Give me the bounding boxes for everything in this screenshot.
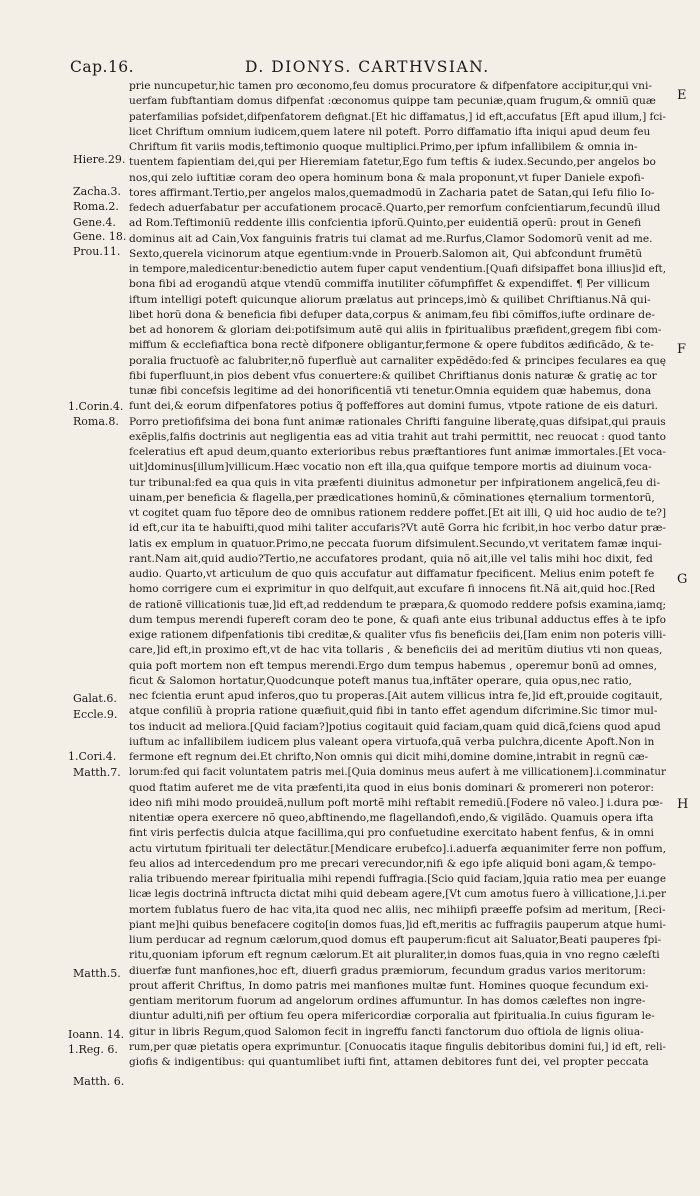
text-line: fedech aduerfabatur per accufationem procacẽ.Quarto,per remorfum confcientiarum,fecundũ illud [129, 202, 661, 214]
text-line: diuerfæ funt manfiones,hoc eft, diuerfi gradus præmiorum, fecundum gradus varios meritorum: [129, 964, 646, 977]
section-letter: E [677, 88, 687, 103]
text-line: Porro pretiofifsima dei bona funt animæ rationales Chrifti fanguine liberatę,quas difsipat,qui prauis [129, 415, 666, 428]
margin-ref: Matth.7. [73, 766, 121, 779]
text-line: fibi fuperfluunt,in pios debent vfus conuertere:& quilibet Chriftianus donis naturæ & gratię ac tor [129, 369, 657, 382]
text-line: piant me]hi quibus benefacere cogito[in domos fuas,]id eft,meritis ac fuffragiis pauperum atque humi- [129, 918, 666, 931]
text-line: de rationẽ villicationis tuæ,]id eft,ad reddendum te præpara,& quomodo reddere pofsis examina,iamq; [129, 598, 666, 611]
text-line: actu virtutum fpirituali ter delectãtur.[Mendicare erubefco].i.aduerfa æquanimiter ferre non poffum, [129, 842, 666, 855]
text-line: nos,qui zelo iuftitiæ coram deo opera hominum bona & mala proponunt,vt fuper Daniele expofi- [129, 171, 645, 184]
text-line: nitentiæ opera exercere nõ queo,abftinendo,me flagellandofi,endo,& vigilãdo. Quamuis opera ifta [129, 812, 654, 824]
margin-ref: Matth.5. [73, 967, 121, 980]
margin-ref: Prou.11. [73, 245, 121, 258]
text-line: lium perducar ad regnum cælorum,quod domus eft pauperum:ficut ait Saluator,Beati pauperes fpi- [129, 934, 662, 946]
text-line: fermone eft regnum dei.Et chrifto,Non omnis qui dicit mihi,domine domine,intrabit in regnũ cæ- [129, 751, 649, 763]
text-line: mortem fublatus fuero de hac vita,ita quod nec aliis, nec mihiipfi præeffe pofsim ad meritum, [Reci- [129, 903, 666, 916]
text-line: homo corrigere cum ei exprimitur in quo delfquit,aut excufare fi innocens fit.Nã ait,quid hoc.[Red [129, 583, 656, 596]
text-line: licæ legis doctrinã inftructa dictat mihi quid debeam agere,[Vt cum amotus fuero à villicatione,].i.per [129, 888, 666, 901]
chapter-label: Cap.16. [70, 58, 135, 76]
text-line: gentiam meritorum fuorum ad angelorum ordines affumuntur. In has domos cæleftes non ingre- [129, 995, 646, 1007]
text-line: ralia tribuendo merear fpiritualia mihi rependi fuffragia.[Scio quid faciam,]quia ratio mea per euange [129, 873, 666, 885]
text-line: quod ftatim auferet me de vita præfenti,ita quod in eius bonis dominari & promereri non poteror: [129, 781, 654, 794]
text-line: gitur in libris Regum,quod Salomon fecit in ingreffu fancti fanctorum duo oftiola de lignis oliua- [129, 1025, 644, 1038]
text-line: rum,per quæ pietatis opera exprimuntur. [Conuocatis itaque fingulis debitoribus domini fui,] id eft, reli- [129, 1040, 666, 1053]
text-line: iuftum ac infallibilem iudicem plus valeant opera virtuofa,quã verba pulchra,dicente Apoft.Non in [129, 735, 655, 748]
text-line: prout afferit Chriftus, In domo patris mei manfiones multæ funt. Homines quoque fecundum exi- [129, 979, 649, 992]
section-letter: F [677, 342, 687, 357]
text-line: paterfamilias pofsidet,difpenfatorem defignat.[Et hic diffamatus,] id eft,accufatus [Eft apud illum,] fci- [129, 110, 666, 123]
margin-ref: Gene. 18. [73, 230, 127, 243]
margin-ref: Matth. 6. [73, 1075, 125, 1088]
text-line: ideo nifi mihi modo prouideã,nullum poft mortẽ mihi reftabit remediũ.[Fodere nõ valeo.] i.dura pœ- [129, 796, 663, 809]
text-line: giofis & indigentibus: qui quantumlibet iufti fint, attamen debitores funt dei, vel propter peccata [129, 1056, 649, 1068]
text-line: tuentem fapientiam dei,qui per Hieremiam fatetur,Ego fum teftis & iudex.Secundo,per angelos bo [129, 156, 656, 169]
text-line: fceleratius eft apud deum,quanto exterioribus rebus præftantiores funt animæ immortales.[Et voca- [129, 446, 666, 458]
margin-ref: 1.Cori.4. [68, 750, 117, 763]
text-line: uit]dominus[illum]villicum.Hæc vocatio non eft illa,qua quifque tempore mortis ad diuinum voca- [129, 461, 652, 474]
text-line: atque confiliũ à propria ratione quæfiuit,quid fibi in tanto effet agendum difcrimine.Sic timor mul- [129, 705, 658, 718]
text-line: diuntur adulti,nifi per oftium feu opera mifericordiæ corporalia aut fpiritualia.In cuius figuram le- [129, 1010, 655, 1023]
section-letter: G [677, 572, 688, 587]
margin-ref: 1.Reg. 6. [68, 1043, 118, 1056]
text-line: exige rationem difpenfationis tibi creditæ,& qualiter vfus fis beneficiis dei,[Iam enim non poteris villi- [129, 629, 666, 641]
text-line: iftum intelligi poteft quicunque aliorum prælatus aut princeps,imò & quilibet Chriftianus.Nã qui- [129, 293, 651, 306]
text-line: latis ex emplum in quatuor.Primo,ne peccata fuorum difsimulent.Secundo,vt veritatem famæ inqui- [129, 537, 662, 550]
text-line: nec fcientia erunt apud inferos,quo tu properas.[Ait autem villicus intra fe,]id eft,prouide cogitauit, [129, 690, 663, 702]
text-line: prie nuncupetur,hic tamen pro œconomo,feu domus procuratore & difpenfatore accipitur,qui vni- [129, 80, 652, 92]
text-line: dominus ait ad Cain,Vox fanguinis fratris tui clamat ad me.Rurfus,Clamor Sodomorũ venit ad me. [129, 232, 653, 245]
margin-ref: Hiere.29. [73, 153, 126, 166]
text-line: ficut & Salomon hortatur,Quodcunque poteft manus tua,inftãter operare, quia opus,nec ratio, [129, 674, 632, 687]
margin-ref: Ioann. 14. [68, 1028, 125, 1041]
text-line: in tempore,maledicentur:benedictio autem fuper caput vendentium.[Quafi difsipaffet bona illius]id eft, [129, 263, 666, 275]
margin-ref: Roma.8. [73, 415, 119, 428]
running-title: D. DIONYS. CARTHVSIAN. [245, 58, 490, 76]
text-line: fint viris perfectis dulcia atque facillima,qui pro confuetudine exercitato habent fenfus, & in omni [129, 827, 654, 840]
text-line: Chriftum fit variis modis,teftimonio quoque multiplici.Primo,per ipfum infallibilem & omnia in- [129, 141, 638, 153]
text-line: care,]id eft,in proximo eft,vt de hac vita tollaris , & beneficiis dei ad meritũm diutius vti non queas, [129, 644, 663, 657]
text-line: uerfam fubftantiam domus difpenfat :œconomus quippe tam pecuniæ,quam frugum,& omniũ quæ [129, 95, 656, 108]
margin-ref: Galat.6. [73, 692, 117, 705]
text-line: tos inducit ad meliora.[Quid faciam?]potius cogitauit quid faciam,quam quid dicã,fciens quod apud [129, 720, 661, 733]
text-line: miffum & ecclefiaftica bona rectè difponere obligantur,fermone & opere fubditos ædificãdo, & te- [129, 339, 654, 352]
text-line: feu alios ad intercedendum pro me precari verecundor,nifi & ego ipfe aliquid boni agam,& tempo- [129, 857, 656, 870]
text-line: funt dei,& eorum difpenfatores potius q̃ poffeffores aut domini fumus, vtpote ratione de eis daturi. [129, 400, 659, 413]
margin-ref: 1.Corin.4. [68, 400, 124, 413]
text-line: ritu,quoniam ipforum eft regnum cælorum.Et ait pluraliter,in domos fuas,quia in vno regno cæleſti [129, 949, 660, 962]
text-line: uinam,per beneficia & flagella,per prædicationes hominũ,& cõminationes ęternalium tormentorũ, [129, 491, 655, 504]
text-line: libet horũ dona & beneficia fibi defuper data,corpus & animam,feu fibi cõmiffos,iufte ordinare de- [129, 308, 655, 321]
text-line: audio. Quarto,vt articulum de quo quis accufatur aut diffamatur fpecificent. Melius enim poteft fe [129, 568, 655, 580]
text-line: bet ad honorem & gloriam dei:potifsimum autẽ qui aliis in fpiritualibus præfident,gregem fibi com- [129, 324, 662, 336]
text-line: lorum:fed qui facit voluntatem patris mei.[Quia dominus meus aufert à me villicationem].i.comminatur [129, 766, 666, 779]
text-line: bona fibi ad erogandũ atque vtendũ commiffa inutiliter cõfumpfiffet & expendiffet. ¶ Per villicum [129, 278, 650, 291]
text-line: tores affirmant.Tertio,per angelos malos,quemadmodũ in Zacharia patet de Satan,qui Iefu filio Io- [129, 186, 655, 199]
text-line: Sexto,querela vicinorum atque egentium:vnde in Prouerb.Salomon ait, Qui abfcondunt frumẽtũ [129, 247, 643, 260]
text-line: tur tribunal:fed ea qua quis in vita præfenti diuinitus admonetur per infpirationem angelicã,feu di- [129, 476, 661, 489]
margin-ref: Zacha.3. [73, 185, 121, 198]
commentary-text-block [129, 79, 666, 1070]
text-line: tunæ fibi concefsis legitime ad dei honorificentiã vti tenetur.Omnia equidem quæ habemus, dona [129, 385, 652, 397]
text-line: rant.Nam ait,quid audio?Tertio,ne accufatores prodant, quia nõ ait,ille vel talis mihi hoc dixit, fed [129, 552, 653, 565]
margin-ref: Gene.4. [73, 216, 116, 229]
text-line: dum tempus merendi fupereft coram deo te pone, & quafi ante eius tribunal adductus effes à te ipfo [129, 613, 666, 626]
text-line: vt cogitet quam fuo tẽpore deo de omnibus rationem reddere poffet.[Et ait illi, Q uid hoc audio de te?] [129, 507, 666, 519]
text-line: id eft,cur ita te habuifti,quod mihi taliter accufaris?Vt autẽ Gorra hic fcribit,in hoc verbo datur præ- [129, 522, 666, 535]
text-line: ad Rom.Teftimoniũ reddente illis confcientia ipforũ.Quinto,per euidentiã operũ: prout in Genefi [129, 217, 642, 230]
text-line: poralia fructuofè ac falubriter,nõ fuperfluè aut carnaliter expẽdẽdo:fed & principes feculares ea quę [129, 354, 666, 367]
text-line: licet Chriftum omnium iudicem,quem latere nil poteft. Porro diffamatio ifta iniqui apud deum feu [129, 125, 651, 138]
text-line: quia poft mortem non eft tempus merendi.Ergo dum tempus habemus , operemur bonũ ad omnes, [129, 659, 657, 672]
margin-ref: Roma.2. [73, 200, 119, 213]
margin-ref: Eccle.9. [73, 708, 118, 721]
text-line: exẽplis,falfis doctrinis aut negligentia eas ad vitia trahit aut trahi permittit, nec reuocat : quod tanto [129, 430, 666, 443]
section-letter: H [677, 797, 689, 812]
